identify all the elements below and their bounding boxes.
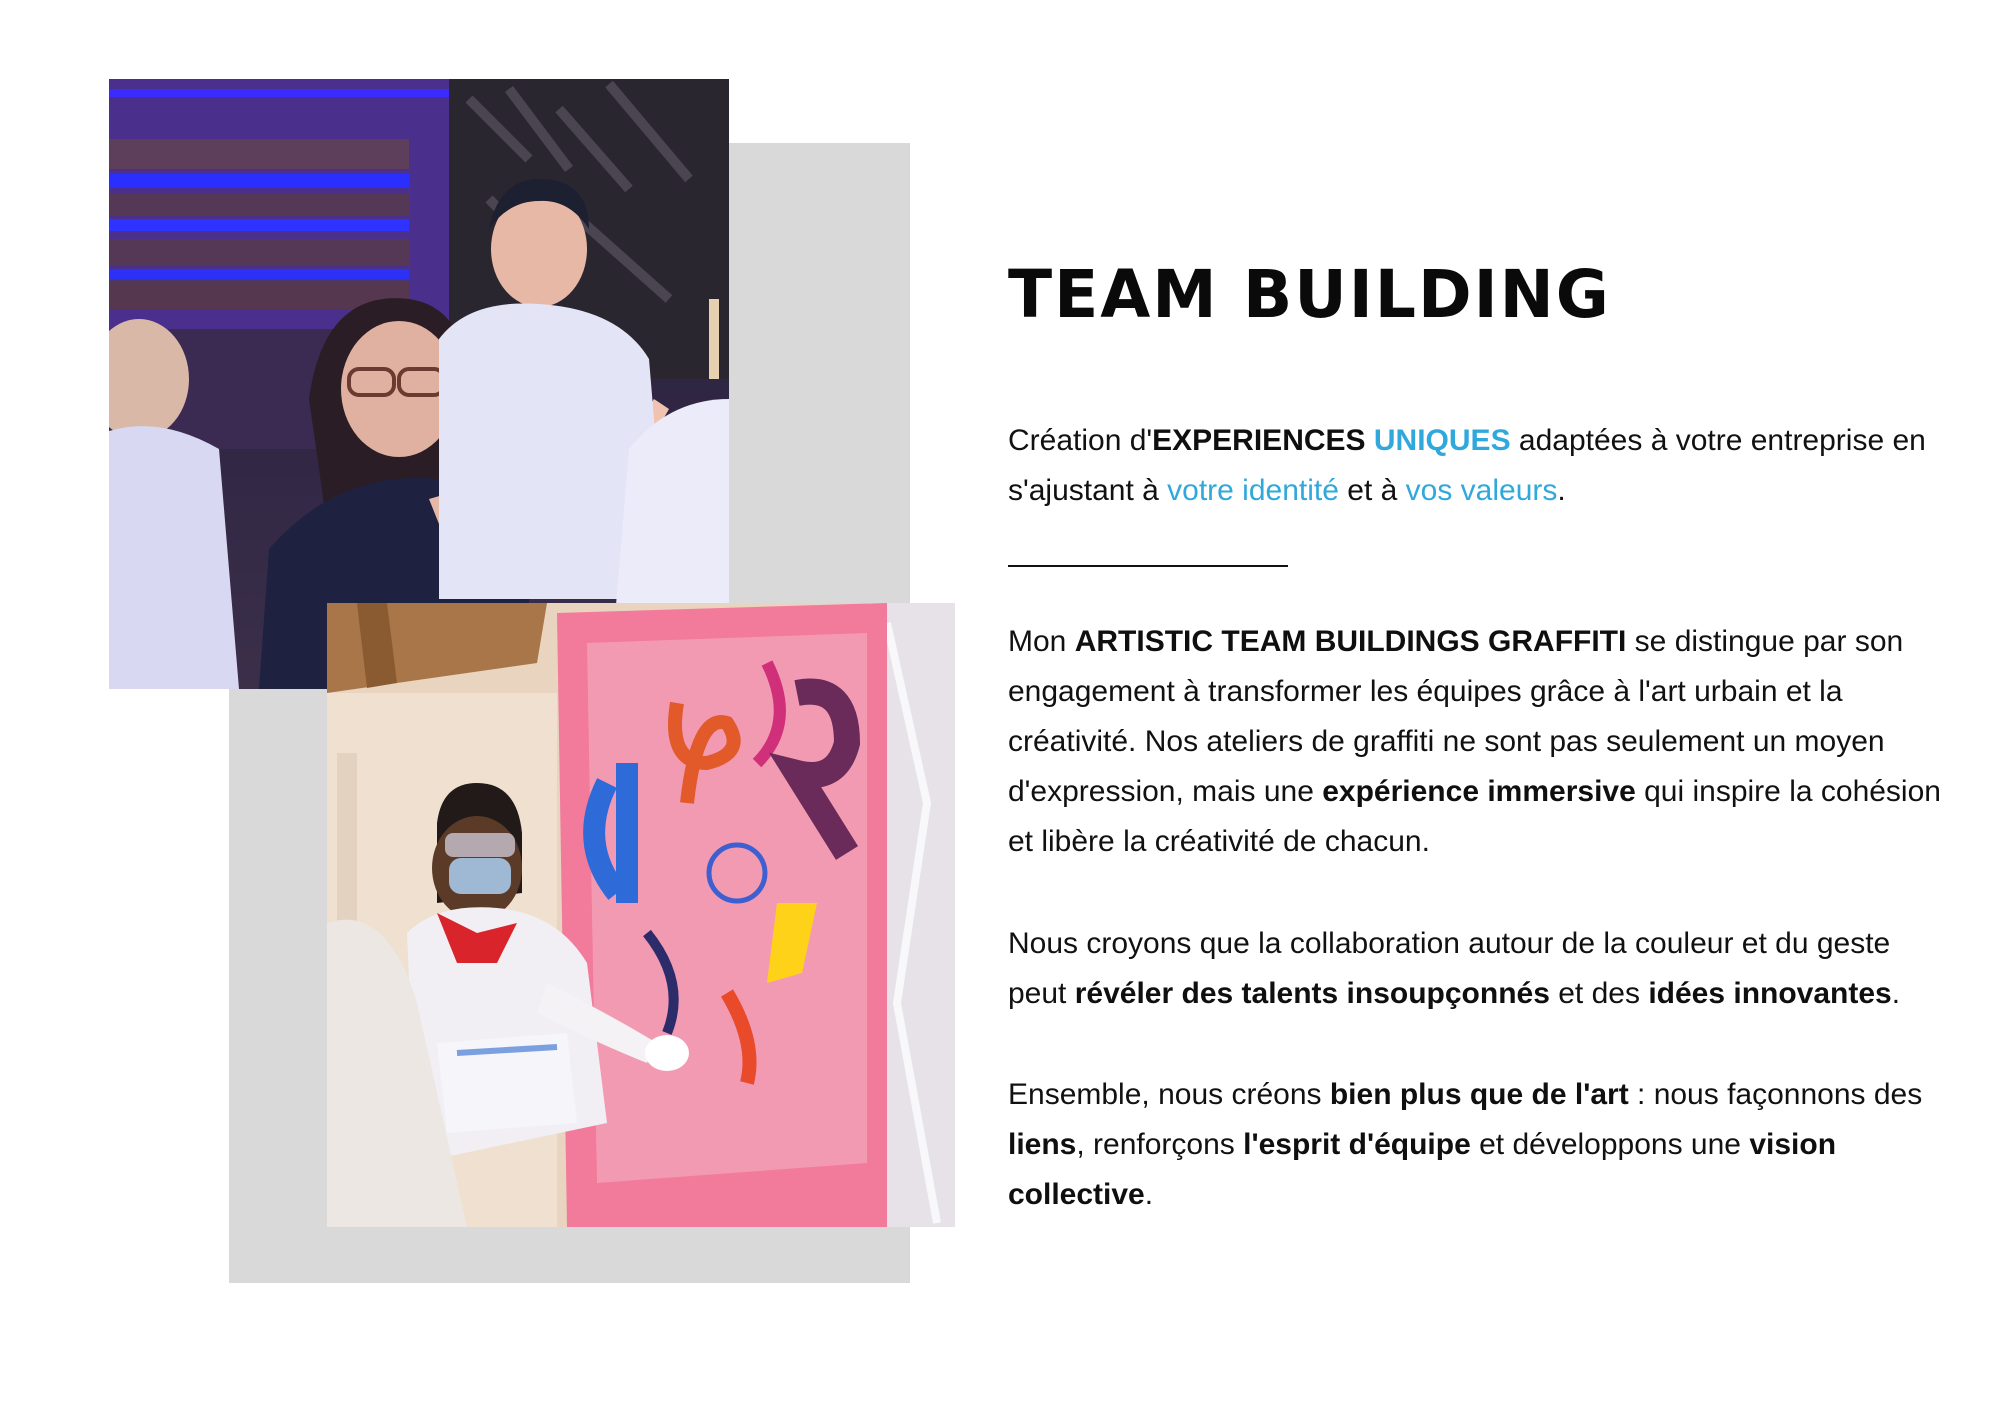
body-text: . <box>1891 977 1901 1010</box>
section-divider <box>1008 565 1288 567</box>
graffiti-description-paragraph <box>1008 617 1948 867</box>
values-highlight: vos valeurs <box>1405 474 1558 507</box>
body-text: , renforçons <box>1076 1128 1244 1161</box>
art-emphasis: bien plus que de l'art <box>1329 1078 1629 1111</box>
intro-text: Création d' <box>1008 424 1153 457</box>
intro-text: adaptées à votre entreprise en s'ajustant à <box>1008 424 1926 507</box>
immersive-emphasis: expérience immersive <box>1322 775 1636 808</box>
program-name: ARTISTIC TEAM BUILDINGS GRAFFITI <box>1074 625 1627 658</box>
body-text: et développons une <box>1470 1128 1750 1161</box>
experiences-emphasis: EXPERIENCES <box>1152 424 1366 457</box>
closing-paragraph <box>1008 1070 1948 1220</box>
body-text: Mon <box>1008 625 1075 658</box>
ideas-emphasis: idées innovantes <box>1648 977 1892 1010</box>
body-text: Nous croyons que la collaboration autour de la couleur et du geste peut <box>1008 927 1891 1010</box>
body-text: . <box>1144 1178 1154 1211</box>
body-text: et des <box>1549 977 1649 1010</box>
intro-text: et à <box>1338 474 1406 507</box>
body-text: qui inspire la cohésion et libère la créativité de chacun. <box>1008 775 1941 858</box>
body-text: : nous façonnons des <box>1628 1078 1923 1111</box>
links-emphasis: liens <box>1008 1128 1077 1161</box>
team-spirit-emphasis: l'esprit d'équipe <box>1243 1128 1471 1161</box>
vision-emphasis: vision collective <box>1008 1128 1837 1211</box>
identity-highlight: votre identité <box>1167 474 1339 507</box>
page-title: TEAM BUILDING <box>1008 256 1611 333</box>
uniques-highlight: UNIQUES <box>1373 424 1511 457</box>
collaboration-paragraph <box>1008 919 1948 1019</box>
body-text: Ensemble, nous créons <box>1008 1078 1330 1111</box>
graffiti-workshop-photo <box>327 603 955 1227</box>
intro-text: . <box>1557 474 1566 507</box>
intro-paragraph <box>1008 416 1948 516</box>
talents-emphasis: révéler des talents insoupçonnés <box>1074 977 1550 1010</box>
team-group-photo <box>109 79 729 689</box>
body-text: se distingue par son engagement à transformer les équipes grâce à l'art urbain et la créativité. Nos ateliers de graffiti ne sont pas seulement un moyen d'expression, mais une <box>1008 625 1904 808</box>
